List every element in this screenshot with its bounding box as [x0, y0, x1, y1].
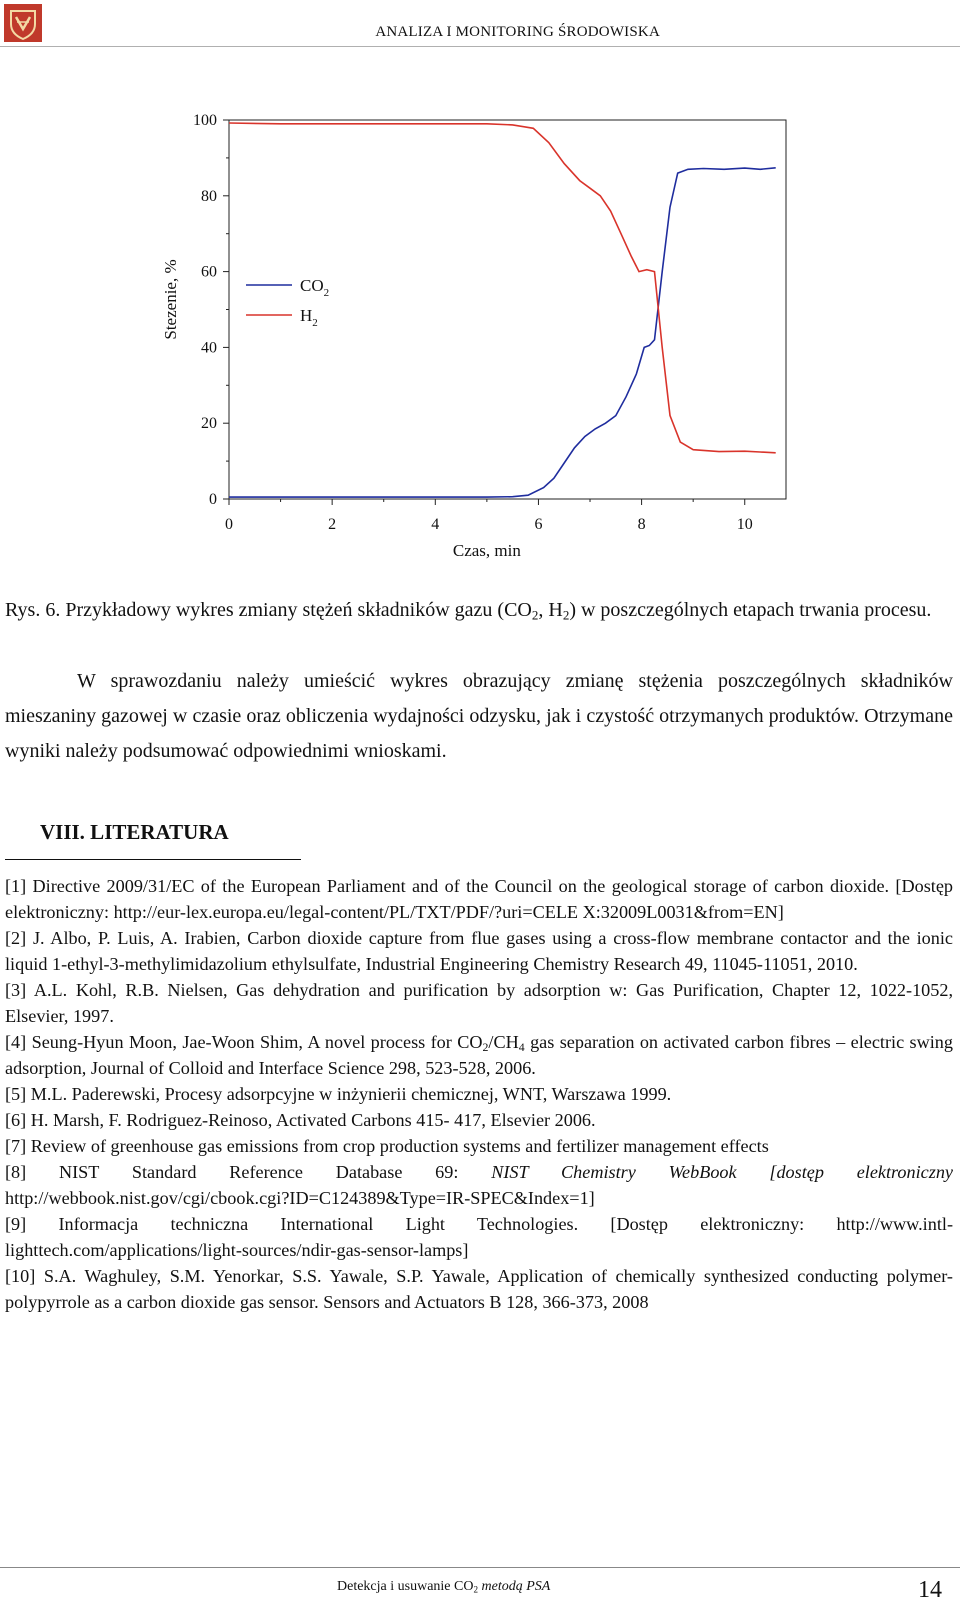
y-tick-label: 80 — [201, 187, 217, 205]
reference-item: [9] Informacja techniczna International Light Technologies. [Dostęp elektroniczny: http://www.intl-lighttech.com/applications/light-sources/ndir-gas-sensor-lamps] — [5, 1214, 953, 1260]
reference-item: [7] Review of greenhouse gas emissions from crop production systems and fertilizer management effects — [5, 1136, 769, 1156]
x-tick-label: 4 — [431, 516, 440, 533]
series-line-co2 — [229, 168, 776, 497]
y-tick-label: 100 — [193, 112, 217, 129]
section-title: VIII. LITERATURA — [40, 820, 229, 844]
legend-label-co2: $CO_2$ — [300, 276, 330, 299]
x-tick-label: 6 — [534, 516, 543, 533]
legend-label-h2: $H_2$ — [300, 306, 318, 329]
reference-item: [5] M.L. Paderewski, Procesy adsorpcyjne w inżynierii chemicznej, WNT, Warszawa 1999. — [5, 1084, 672, 1104]
references-list — [5, 873, 953, 1315]
plot-frame — [229, 120, 786, 499]
figure-caption: Rys. 6. Przykładowy wykres zmiany stężeń składników gazu ($CO_2$, $H_2$) w poszczególnych etapach trwania procesu. — [5, 599, 932, 623]
x-axis-label: Czas, min — [452, 541, 521, 560]
y-tick-label: 20 — [201, 415, 217, 433]
body-paragraph: W sprawozdaniu należy umieścić wykres obrazujący zmianę stężenia poszczególnych składników mieszaniny gazowej w czasie oraz obliczenia wydajności odzysku, jak i czystość otrzymanych produktów. Otrzymane wyniki należy podsumować odpowiednimi wnioskami. — [5, 670, 953, 762]
reference-item: [2] J. Albo, P. Luis, A. Irabien, Carbon dioxide capture from flue gases using a cross-flow membrane contactor and the ionic liquid 1-ethyl-3-methylimidazolium ethylsulfate, Industrial Engineering Chemistry Research 49, 11045-11051, 2010. — [5, 928, 953, 974]
footer-title: Detekcja i usuwanie $CO_2$ metodą PSA — [337, 1579, 551, 1595]
reference-item: [6] H. Marsh, F. Rodriguez-Reinoso, Activated Carbons 415- 417, Elsevier 2006. — [5, 1110, 596, 1130]
x-tick-label: 8 — [637, 516, 646, 533]
y-axis-label: Stezenie, % — [161, 259, 180, 340]
x-tick-label: 10 — [736, 516, 753, 533]
y-tick-label: 40 — [201, 339, 217, 357]
reference-item: [10] S.A. Waghuley, S.M. Yenorkar, S.S. Yawale, S.P. Yawale, Application of chemically synthesized conducting polymer-polypyrrole as a carbon dioxide gas sensor. Sensors and Actuators B 128, 366-373, 2008 — [5, 1266, 953, 1312]
running-header-title: ANALIZA I MONITORING ŚRODOWISKA — [375, 24, 660, 40]
footer-divider — [0, 1567, 960, 1568]
reference-item: [4] Seung-Hyun Moon, Jae-Woon Shim, A novel process for $CO_2/CH_4$ gas separation on activated carbon fibres – electric swing adsorption, Journal of Colloid and Interface Science 298, 523-528, 2006. — [5, 1032, 953, 1078]
y-tick-label: 60 — [201, 263, 217, 281]
concentration-chart — [0, 100, 960, 580]
reference-item: [3] A.L. Kohl, R.B. Nielsen, Gas dehydration and purification by adsorption w: Gas Purification, Chapter 12, 1022-1052, Elsevier, 1997. — [5, 980, 953, 1026]
x-tick-label: 2 — [328, 516, 337, 533]
y-tick-label: 0 — [209, 491, 217, 508]
page-number: 14 — [918, 1577, 942, 1603]
header-divider — [0, 46, 960, 47]
crest-logo-icon — [4, 4, 42, 42]
reference-item: [8] NIST Standard Reference Database 69: NIST Chemistry WebBook [dostęp elektroniczny http://webbook.nist.gov/cgi/cbook.cgi?ID=C124389&Type=IR-SPEC&Index=1] — [5, 1162, 953, 1208]
reference-item: [1] Directive 2009/31/EC of the European Parliament and of the Council on the geological storage of carbon dioxide. [Dostęp elektroniczny: http://eur-lex.europa.eu/legal-content/PL/TXT/PDF/?uri=CELE X:32009L0031&from=EN] — [5, 876, 953, 922]
x-tick-label: 0 — [225, 516, 233, 533]
section-underline — [5, 859, 301, 860]
